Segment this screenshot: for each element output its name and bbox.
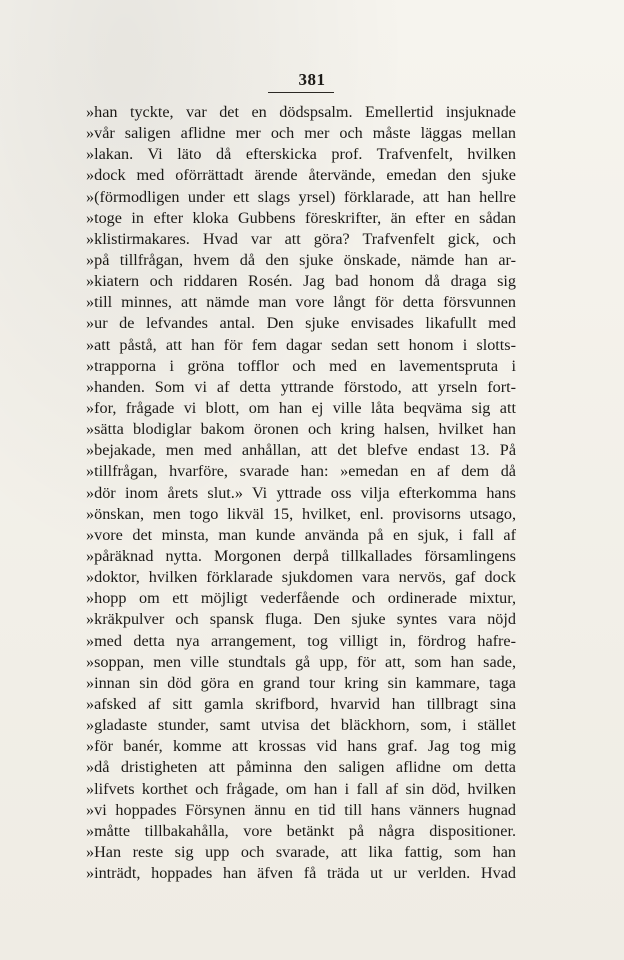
text-line: »då dristigheten att påminna den saligen aflidne om detta	[86, 758, 516, 777]
text-line: »på tillfrågan, hvem då den sjuke önskade, nämde han ar-	[86, 250, 516, 269]
text-line: »Han reste sig upp och svarade, att lika fattig, som han	[86, 842, 516, 861]
text-line: »önskan, men togo likväl 15, hvilket, enl. provisorns utsago,	[86, 504, 516, 523]
text-line: »lifvets korthet och frågade, om han i fall af sin död, hvilken	[86, 779, 516, 798]
text-line: »till minnes, att nämde man vore långt för detta försvunnen	[86, 293, 516, 312]
text-line: »lakan. Vi läto då efterskicka prof. Trafvenfelt, hvilken	[86, 145, 516, 164]
text-line: »vi hoppades Försynen ännu en tid till hans vänners hugnad	[86, 800, 516, 819]
text-line: »inträdt, hoppades han äfven få träda ut ur verlden. Hvad	[86, 864, 516, 883]
text-line: »med detta nya arrangement, tog villigt in, fördrog hafre-	[86, 631, 516, 650]
text-line: »bejakade, men med anhållan, att det blefve endast 13. På	[86, 441, 516, 460]
text-line: »afsked af sitt gamla skrifbord, hvarvid han tillbragt sina	[86, 694, 516, 713]
text-line: »klistirmakares. Hvad var att göra? Trafvenfelt gick, och	[86, 229, 516, 248]
text-line: »(förmodligen under ett slags yrsel) förklarade, att han hellre	[86, 187, 516, 206]
text-line: »doktor, hvilken förklarade sjukdomen vara nervös, gaf dock	[86, 568, 516, 587]
page-number-rule	[268, 92, 334, 93]
text-line: »tillfrågan, hvarföre, svarade han: »emedan en af dem då	[86, 462, 516, 481]
text-line: »han tyckte, var det en dödspsalm. Emellertid insjuknade	[86, 103, 516, 121]
text-line: »trapporna i gröna tofflor och med en lavementspruta i	[86, 356, 516, 375]
text-line: »hopp om ett möjligt vederfående och ordinerade mixtur,	[86, 589, 516, 608]
text-line: »dock med oförrättadt ärende återvände, emedan den sjuke	[86, 166, 516, 185]
text-line: »soppan, men ville stundtals gå upp, för att, som han sade,	[86, 652, 516, 671]
text-line: »kräkpulver och spansk fluga. Den sjuke syntes vara nöjd	[86, 610, 516, 629]
text-line: »påräknad nytta. Morgonen derpå tillkallades församlingens	[86, 546, 516, 565]
text-line: »för banér, komme att krossas vid hans graf. Jag tog mig	[86, 737, 516, 756]
text-line: »handen. Som vi af detta yttrande förstodo, att yrseln fort-	[86, 377, 516, 396]
text-line: »kiatern och riddaren Rosén. Jag bad honom då draga sig	[86, 272, 516, 291]
text-line: »dör inom årets slut.» Vi yttrade oss vilja efterkomma hans	[86, 483, 516, 502]
page-number: 381	[298, 70, 326, 89]
text-line: »ur de lefvandes antal. Den sjuke envisades likafullt med	[86, 314, 516, 333]
text-line: »sätta blodiglar bakom öronen och kring halsen, hvilket han	[86, 420, 516, 439]
text-line: »innan sin död göra en grand tour kring sin kammare, taga	[86, 673, 516, 692]
body-text	[86, 102, 516, 884]
text-line: »vår saligen aflidne mer och mer och måste läggas mellan	[86, 124, 516, 143]
text-line: »måtte tillbakahålla, vore betänkt på några dispositioner.	[86, 821, 516, 840]
text-line: »vore det minsta, man kunde använda på en sjuk, i fall af	[86, 525, 516, 544]
text-line: »toge in efter kloka Gubbens föreskrifter, än efter en sådan	[86, 208, 516, 227]
text-line: »gladaste stunder, samt utvisa det bläckhorn, som, i stället	[86, 716, 516, 735]
text-line: »for, frågade vi blott, om han ej ville låta beqväma sig att	[86, 398, 516, 417]
text-line: »att påstå, att han för fem dagar sedan sett honom i slotts-	[86, 335, 516, 354]
